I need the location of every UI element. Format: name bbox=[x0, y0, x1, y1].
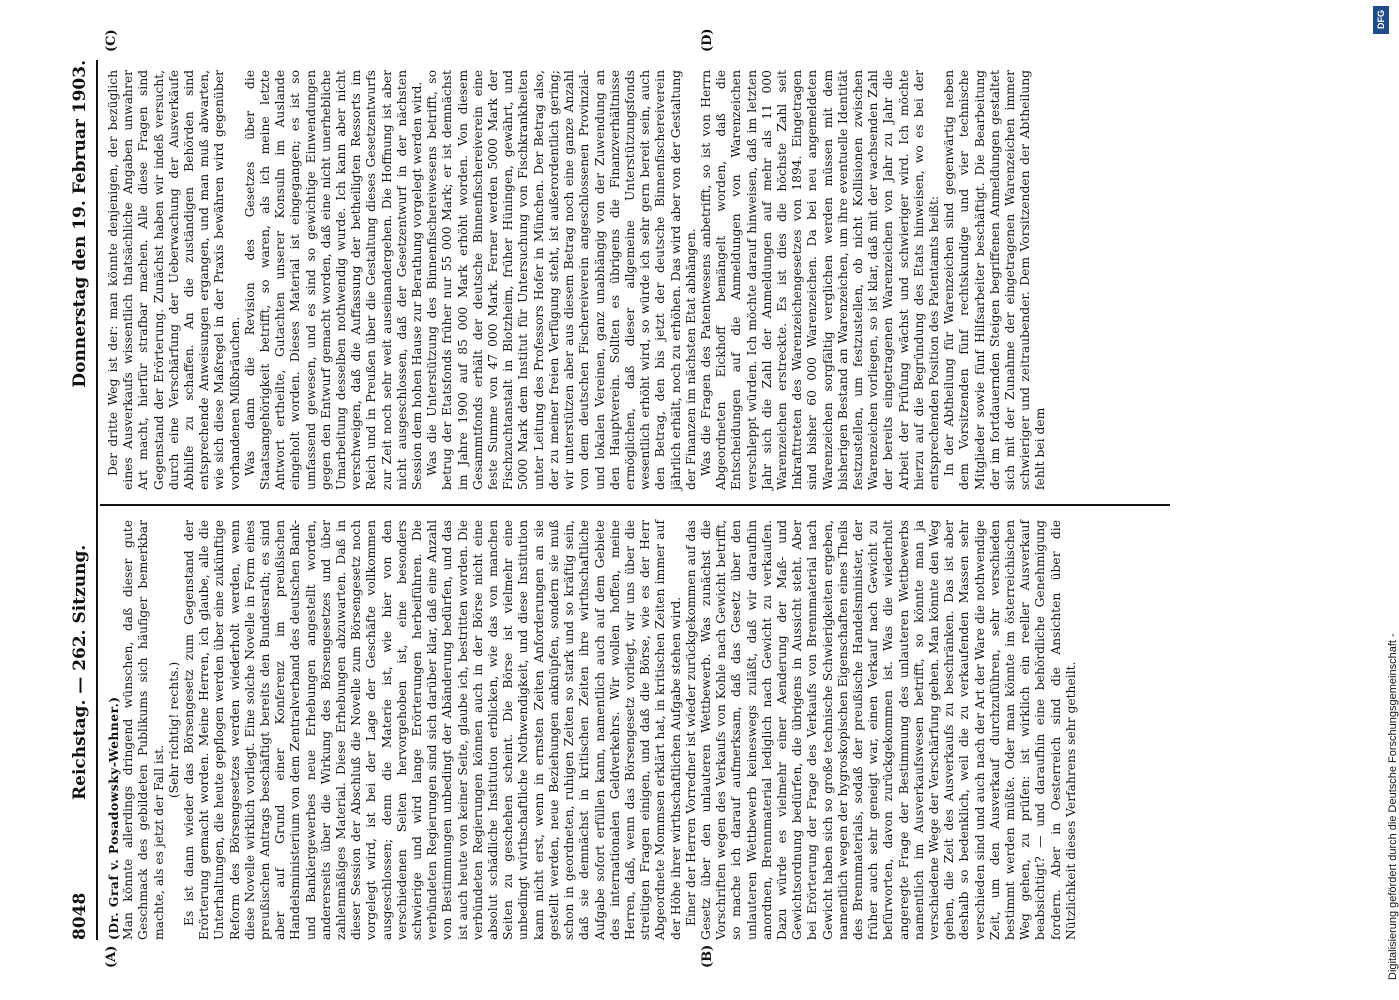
interjection: (Sehr richtig! rechts.) bbox=[166, 661, 181, 799]
quoted-paragraph: In der Abtheilung für Warenzeichen sind gegenwärtig neben dem Vorsitzenden fünf rechtskundige und vier technische Mitglieder sowie fünf Hilfsarbeiter beschäftigt. Die Bearbeitung der im fortdauernden Steigen begriffenen Anmeldungen gestaltet sich mit der Zunahme der eingetragenen Warenzeichen immer schwieriger und zeitraubender. Dem Vorsitzenden der Abtheilung fehlt bei dem bbox=[942, 70, 1048, 490]
session-date: Donnerstag den 19. Februar 1903. bbox=[70, 60, 90, 388]
margin-mark-d: (D) bbox=[700, 28, 715, 52]
header-rule bbox=[96, 60, 98, 940]
running-header bbox=[70, 60, 96, 940]
paragraph: Einer der Herren Vorredner ist wieder zurückgekommen auf das Gesetz über den unlauteren Wettbewerb. Was zunächst die Vorschriften wegen des Verkaufs von Kohle nach Gewicht betrifft, so mache ich darauf aufmerksam, daß das Gesetz über den unlauteren Wettbewerb keineswegs zuläßt, daß wir daraufhin anordnen, Brennmaterial lediglich nach Gewicht zu verkaufen. Dazu würde es vielmehr einer Aenderung der Maß- und Gewichtsordnung bedürfen, die übrigens in Aussicht steht. Aber bei Erörterung der Frage des Verkaufs von Brennmaterial nach Gewicht haben sich so große technische Schwierigkeiten ergeben, namentlich wegen der hygroskopischen Eigenschaften eines Theils des Brennmaterials, sodaß der preußische Handelsminister, der früher auch sehr geneigt war, einen Verkauf nach Gewicht zu befürworten, davon zurückgekommen ist. Was die wiederholt angeregte Frage der Bestimmung des unlauteren Wettbewerbs namentlich im Ausverkaufswesen betrifft, so könnte man ja verschiedene Wege der Verschärfung gehen. Man könnte den Weg gehen, die Zeit des Ausverkaufs zu beschränken. Das ist aber deshalb so bedenklich, weil die zu verkaufenden Massen sehr verschieden sind und auch nach der Art der Ware die nothwendige Zeit, um den Ausverkauf durchzuführen, sehr verschieden bestimmt werden müßte. Oder man könnte im österreichischen Weg gehen, zu prüfen: ist wirklich ein reeller Ausverkauf beabsichtigt? — und daraufhin eine behördliche Genehmigung fordern. Aber in Oesterreich sind die Ansichten über die Nützlichkeit dieses Verfahrens sehr getheilt. bbox=[683, 520, 1078, 940]
paragraph: Der dritte Weg ist der: man könnte denjenigen, der bezüglich eines Ausverkaufs wissentlich thatsächliche Angaben unwahrer Art macht, hierfür strafbar machen. Alle diese Fragen sind Gegenstand der Erörterung. Zunächst haben wir indeß versucht, durch eine Verschärfung der Ueberwachung der Ausverkäufe Abhilfe zu schaffen. An die zuständigen Behörden sind entsprechende Anweisungen ergangen, und man muß abwarten, wie sich diese Maßregel in der Praxis bewähren wird gegenüber vorhandenen Mißbräuchen. bbox=[106, 70, 242, 490]
paragraph: Es ist dann wieder das Börsengesetz zum Gegenstand der Erörterung gemacht worden. Meine Herren, ich glaube, alle die Unterhaltungen, die heute gepflogen werden über eine zukünftige Reform des Börsengesetzes werden wiederholt werden, wenn diese Novelle wirklich vorliegt. Eine solche Novelle in Form eines preußischen Antrags beschäftigt bereits den Bundesrath; es sind aber auf Grund einer Konferenz im preußischen Handelsministerium von dem Zentralverband des deutschen Bank- und Bankiergewerbes neue Erhebungen angestellt worden, andererseits über die Wirkung des Börsengesetzes und über zahlenmäßiges Material. Diese Erhebungen abzuwarten. Daß in dieser Session der Abschluß die Novelle zum Börsengesetz noch vorgelegt wird, ist bei der Lage der Geschäfte vollkommen ausgeschlossen; denn die Materie ist, wie hier von den verschiedenen Seiten hervorgehoben ist, eine besonders schwierige und wird lange Erörterungen herbeiführen. Die verbündeten Regierungen sind sich darüber klar, daß eine Anzahl von Bestimmungen unbedingt der Abänderung bedürfen, und das ist auch heute von keiner Seite, glaube ich, bestritten worden. Die verbündeten Regierungen können auch in der Börse nicht eine absolut schädliche Institution erblicken, wie das von manchen Seiten zu geschehen scheint. Die Börse ist vielmehr eine unbedingt wirthschaftliche Nothwendigkeit, und diese Institution kann nicht erst, wenn in ernsten Zeiten Anforderungen an sie gestellt werden, neue Beziehungen anknüpfen, sondern sie muß schon in geordneten, ruhigen Zeiten so stark und so kräftig sein, daß sie demnächst in kritischen Zeiten ihre wirthschaftliche Aufgabe sofort erfüllen kann, namentlich auch auf dem Gebiete des internationalen Geldverkehrs. Wir wollen hoffen, meine Herren, daß, wenn das Börsengesetz vorliegt, wir uns über die streitigen Fragen einigen, und daß die Börse, wie es der Herr Abgeordnete Mommsen erklärt hat, in kritischen Zeiten immer auf der Höhe ihrer wirthschaftlichen Aufgabe stehen wird. bbox=[182, 520, 683, 940]
page-number: 8048 bbox=[70, 892, 90, 940]
margin-mark-b: (B) bbox=[700, 944, 715, 968]
paragraph: Man könnte allerdings dringend wünschen, daß dieser gute Geschmack des gebildeten Publikums sich häufiger bemerkbar machte, als es jetzt der Fall ist. bbox=[121, 520, 166, 940]
left-column bbox=[106, 520, 1166, 940]
dfg-notice bbox=[1371, 0, 1399, 1000]
speaker-line: (Dr. Graf v. Posadowsky-Wehner.) bbox=[106, 696, 121, 940]
paragraph: Was die Fragen des Patentwesens anbetrifft, so ist von Herrn Abgeordneten Eickhoff bemängelt worden, daß die Entscheidungen auf die Anmeldungen von Warenzeichen verschleppt würden. Ich möchte darauf hinweisen, daß im letzten Jahr sich die Zahl der Anmeldungen auf mehr als 11 000 Warenzeichen erstreckte. Es ist dies die höchste Zahl seit Inkrafttreten des Warenzeichengesetzes von 1894. Eingetragen sind bisher 60 000 Warenzeichen. Da bei neu angemeldeten Warenzeichen sorgfältig verglichen werden müssen mit dem bisherigen Bestand an Warenzeichen, um ihre eventuelle Identität festzustellen, um festzustellen, ob nicht Kollisionen zwischen Warenzeichen vorliegen, so ist klar, daß mit der wachsenden Zahl der bereits eingetragenen Warenzeichen von Jahr zu Jahr die Arbeit der Prüfung wächst und schwieriger wird. Ich möchte hierzu auf die Begründung des Etats hinweisen, wo es bei der entsprechenden Position des Patentamts heißt: bbox=[698, 70, 941, 490]
margin-mark-a: (A) bbox=[104, 945, 119, 968]
column-divider bbox=[100, 504, 1170, 506]
session-title: Reichstag. — 262. Sitzung. bbox=[70, 544, 90, 800]
paragraph: Was die Unterstützung des Binnenfischereiwesens betrifft, so betrug der Etatsfonds früher nur 55 000 Mark; er ist demnächst im Jahre 1900 auf 85 000 Mark erhöht worden. Von diesem Gesammtfonds erhält der deutsche Binnenfischereiverein eine feste Summe von 47 000 Mark. Ferner werden 5000 Mark der Fischzuchtanstalt in Blotzheim, früher Hüningen, gewährt, und 5000 Mark dem Institut für Untersuchung von Fischkrankheiten unter Leitung des Professors Hofer in München. Der Betrag also, der zu meiner freien Verfügung steht, ist außerordentlich gering; wir unterstützen aber aus diesem Betrag noch eine ganze Anzahl von dem deutschen Fischereiverein angeschlossenen Provinzial- und lokalen Vereinen, ganz unabhängig von der Zuwendung an den Hauptverein. Sollten es übrigens die Finanzverhältnisse ermöglichen, daß dieser allgemeine Unterstützungsfonds wesentlich erhöht wird, so würde ich sehr gern bereit sein, auch den Betrag, den bis jetzt der deutsche Binnenfischereiverein jährlich erhält, noch zu erhöhen. Das wird aber von der Gestaltung der Finanzen im nächsten Etat abhängen. bbox=[425, 70, 698, 490]
right-column bbox=[106, 70, 1166, 490]
dfg-notice-text: Digitalisierung gefördert durch die Deutsche Forschungsgemeinschaft - bbox=[1387, 633, 1399, 980]
dfg-logo: DFG bbox=[1373, 6, 1389, 34]
paragraph: Was dann die Revision des Gesetzes über die Staatsangehörigkeit betrifft, so waren, als ich meine letzte Antwort ertheilte, Gutachten unserer Konsuln im Auslande eingeholt worden. Dieses Material ist eingegangen; es ist so umfassend gewesen, und es sind so gewichtige Einwendungen gegen den Entwurf gemacht worden, daß eine nicht unerhebliche Umarbeitung desselben nothwendig wurde. Ich kann aber nicht verschweigen, daß die Auffassung der betheiligten Ressorts im Reich und in Preußen über die Gestaltung dieses Gesetzentwurfs zur Zeit noch sehr weit auseinandergehen. Die Hoffnung ist aber nicht ausgeschlossen, daß der Gesetzentwurf in der nächsten Session dem hohen Hause zur Berathung vorgelegt werden wird. bbox=[242, 70, 425, 490]
margin-mark-c: (C) bbox=[104, 29, 119, 52]
